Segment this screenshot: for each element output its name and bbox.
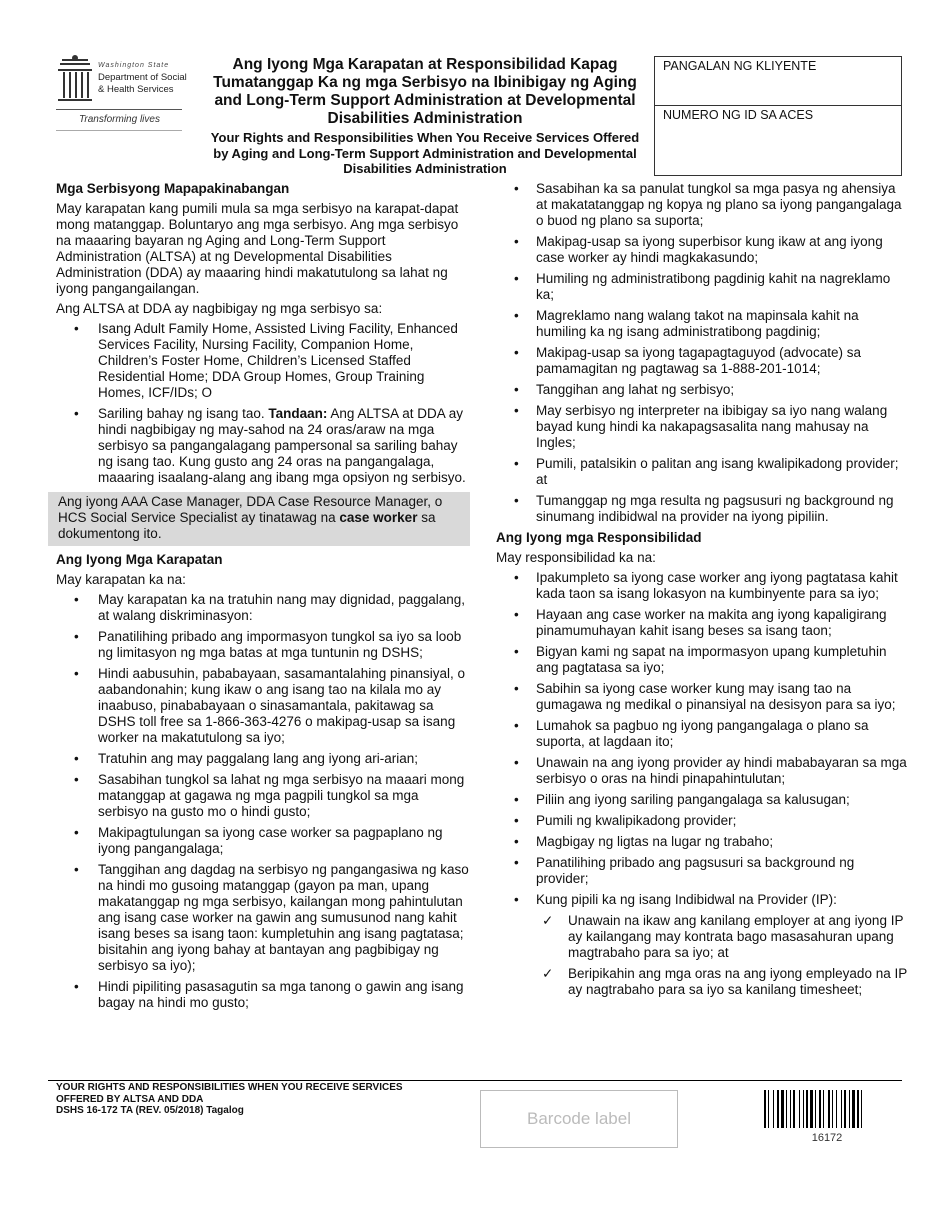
left-column	[56, 181, 470, 1016]
list-item: • Hayaan ang case worker na makita ang iyong kapaligirang pinamumuhayan kahit isang beses sa isang taon;	[496, 607, 908, 639]
list-item: ✓ Beripikahin ang mga oras na ang iyong empleyado na IP ay nagtrabaho para sa iyo sa kanilang timesheet;	[496, 966, 908, 998]
logo-state: Washington State	[98, 62, 170, 69]
title-tagalog: Ang Iyong Mga Karapatan at Responsibilidad Kapag Tumatanggap Ka ng mga Serbisyo na Ibinibigay ng Aging and Long-Term Support Administration at Developmental Disabilities Administration	[213, 56, 637, 127]
list-item: • Magreklamo nang walang takot na mapinsala kahit na humiling ka ng isang administratibong pagdinig;	[496, 308, 908, 340]
list-item: • Tumanggap ng mga resulta ng pagsusuri ng background ng sinumang indibidwal na provider na iyong pipiliin.	[496, 493, 908, 525]
rights-list-continued	[496, 181, 908, 525]
responsibilities-heading: Ang Iyong mga Responsibilidad	[496, 530, 702, 545]
list-item: • May karapatan ka na tratuhin nang may dignidad, paggalang, at walang diskriminasyon:	[56, 592, 470, 624]
list-item: • Pumili, patalsikin o palitan ang isang kwalipikadong provider; at	[496, 456, 908, 488]
list-item: ✓ Unawain na ikaw ang kanilang employer at ang iyong IP ay kailangang may kontrata bago masasahuran upang magtrabaho para sa iyo; at	[496, 913, 908, 961]
services-list	[56, 321, 470, 486]
list-item: • Unawain na ang iyong provider ay hindi mababayaran sa mga serbisyo o oras na hindi pinapahintulutan;	[496, 755, 908, 787]
case-worker-note: Ang iyong AAA Case Manager, DDA Case Resource Manager, o HCS Social Service Specialist ay tinatawag na case worker sa dokumentong ito.	[48, 492, 470, 546]
rights-heading: Ang Iyong Mga Karapatan	[56, 552, 223, 567]
list-item: • Tanggihan ang dagdag na serbisyo ng pangangasiwa ng kaso na hindi mo gusoing matanggap (gayon pa man, upang makatanggap ng mga serbisyo, kailangan mong pahintulutan ang isang case worker na gawin ang sumusunod nang kahit isang beses sa isang taon: kumpletuhin ang isang pagtatasa; bisitahin ang iyong bahay at bantayan ang pagbibigay ng serbisyo sa iyo);	[56, 862, 470, 974]
footer-divider	[48, 1080, 902, 1081]
barcode-number: 16172	[811, 1132, 843, 1144]
footer-line3: DSHS 16-172 TA (REV. 05/2018) Tagalog	[56, 1105, 244, 1116]
aces-id-label: NUMERO NG ID SA ACES	[663, 108, 814, 122]
list-item: • Humiling ng administratibong pagdinig kahit na nagreklamo ka;	[496, 271, 908, 303]
list-item: • Sasabihan tungkol sa lahat ng mga serbisyo na maaari mong matanggap at gagawa ng mga pagpili tungkol sa mga serbisyo na gusto mo o hindi gusto;	[56, 772, 470, 820]
list-item: • Isang Adult Family Home, Assisted Living Facility, Enhanced Services Facility, Nursing Facility, Companion Home, Children’s Foster Home, Children’s Licensed Staffed Residential Home; DDA Group Homes, Group Training Homes, ICF/IDs; O	[56, 321, 470, 401]
right-column	[496, 181, 908, 1003]
list-item: • Tratuhin ang may paggalang lang ang iyong ari-arian;	[56, 751, 470, 767]
rights-list	[56, 592, 470, 1011]
list-item: • Piliin ang iyong sariling pangangalaga sa kalusugan;	[496, 792, 908, 808]
list-item: • Hindi pipiliting pasasagutin sa mga tanong o gawin ang isang bagay na hindi mo gusto;	[56, 979, 470, 1011]
client-name-field[interactable]	[655, 57, 901, 106]
dshs-logo	[52, 54, 187, 136]
list-item: • Makipag-usap sa iyong tagapagtaguyod (advocate) sa pamamagitan ng pagtawag sa 1-888-201-1014;	[496, 345, 908, 377]
responsibilities-intro: May responsibilidad ka na:	[496, 550, 656, 565]
barcode-label-box	[480, 1090, 678, 1148]
barcode-label-text: Barcode label	[527, 1109, 631, 1128]
list-item: • Lumahok sa pagbuo ng iyong pangangalaga o plano sa suporta, at lagdaan ito;	[496, 718, 908, 750]
dshs-emblem-icon	[52, 54, 98, 106]
client-name-label: PANGALAN NG KLIYENTE	[663, 59, 817, 73]
list-item: • Sasabihan ka sa panulat tungkol sa mga pasya ng ahensiya at makatatanggap ng kopya ng plano sa iyong pangangalaga o buod ng plano sa suporta;	[496, 181, 908, 229]
logo-dept-line2: & Health Services	[98, 84, 174, 95]
title-english: Your Rights and Responsibilities When You Receive Services Offered by Aging and Long-Term Support Administration and Developmental Disabilities Administration	[210, 130, 640, 176]
list-item: • Bigyan kami ng sapat na impormasyon upang kumpletuhin ang pagtatasa sa iyo;	[496, 644, 908, 676]
logo-tagline: Transforming lives	[79, 114, 160, 125]
logo-dept-line1: Department of Social	[98, 72, 187, 83]
list-item: • Sabihin sa iyong case worker kung may isang tao na gumagawa ng medikal o pinansiyal na desisyon para sa iyo;	[496, 681, 908, 713]
footer-form-info	[56, 1082, 403, 1117]
services-provided-intro: Ang ALTSA at DDA ay nagbibigay ng mga serbisyo sa:	[56, 301, 383, 316]
list-item: • May serbisyo ng interpreter na ibibigay sa iyo nang walang bayad kung hindi ka nakapagsasalita nang mahusay na Ingles;	[496, 403, 908, 451]
services-intro: May karapatan kang pumili mula sa mga serbisyo na karapat-dapat mong matanggap. Boluntaryo ang mga serbisyo. Ang mga serbisyo na maaaring bayaran ng Aging and Long-Term Support Administration (ALTSA) at ng Developmental Disabilities Administration (DDA) ay maaaring hindi makatutulong sa lahat ng iyong pangangailangan.	[56, 201, 459, 296]
footer-line2: OFFERED BY ALTSA AND DDA	[56, 1093, 204, 1105]
document-title	[205, 56, 645, 177]
list-item: • Makipagtulungan sa iyong case worker sa pagpaplano ng iyong pangangalaga;	[56, 825, 470, 857]
services-heading: Mga Serbisyong Mapapakinabangan	[56, 181, 290, 196]
list-item: • Kung pipili ka ng isang Indibidwal na Provider (IP):	[496, 892, 908, 908]
list-item: • Panatilihing pribado ang impormasyon tungkol sa iyo sa loob ng limitasyon ng mga batas at mga tuntunin ng DSHS;	[56, 629, 470, 661]
list-item: • Panatilihing pribado ang pagsusuri sa background ng provider;	[496, 855, 908, 887]
list-item: • Tanggihan ang lahat ng serbisyo;	[496, 382, 908, 398]
aces-id-field[interactable]	[655, 106, 901, 124]
footer-line1: YOUR RIGHTS AND RESPONSIBILITIES WHEN YOU RECEIVE SERVICES	[56, 1082, 403, 1093]
responsibilities-list	[496, 570, 908, 908]
rights-intro: May karapatan ka na:	[56, 572, 186, 587]
client-id-box	[654, 56, 902, 176]
list-item: • Hindi aabusuhin, pababayaan, sasamantalahing pinansiyal, o aabandonahin; kung ikaw o ang isang tao na kilala mo ay inaabuso, pinababayaan o sinasamantala, pakitawag sa DSHS toll free sa 1-866-363-4276 o makipag-usap sa isang worker na makatutulong sa iyo;	[56, 666, 470, 746]
list-item: • Magbigay ng ligtas na lugar ng trabaho;	[496, 834, 908, 850]
list-item: • Makipag-usap sa iyong superbisor kung ikaw at ang iyong case worker ay hindi magkakasundo;	[496, 234, 908, 266]
list-item: • Ipakumpleto sa iyong case worker ang iyong pagtatasa kahit kada taon sa isang lokasyon na kumbinyente para sa iyo;	[496, 570, 908, 602]
ip-sublist	[496, 913, 908, 998]
barcode-icon	[762, 1090, 892, 1128]
list-item: • Sariling bahay ng isang tao. Tandaan: Ang ALTSA at DDA ay hindi nagbibigay ng may-sahod na 24 oras/araw na mga serbisyo sa pangangalagang pampersonal sa sariling bahay ng isang tao. Kung gusto ang 24 oras na pangangalaga, maaaring isaalang-alang ang ibang mga opsiyon ng serbisyo.	[56, 406, 470, 486]
list-item: • Pumili ng kwalipikadong provider;	[496, 813, 908, 829]
